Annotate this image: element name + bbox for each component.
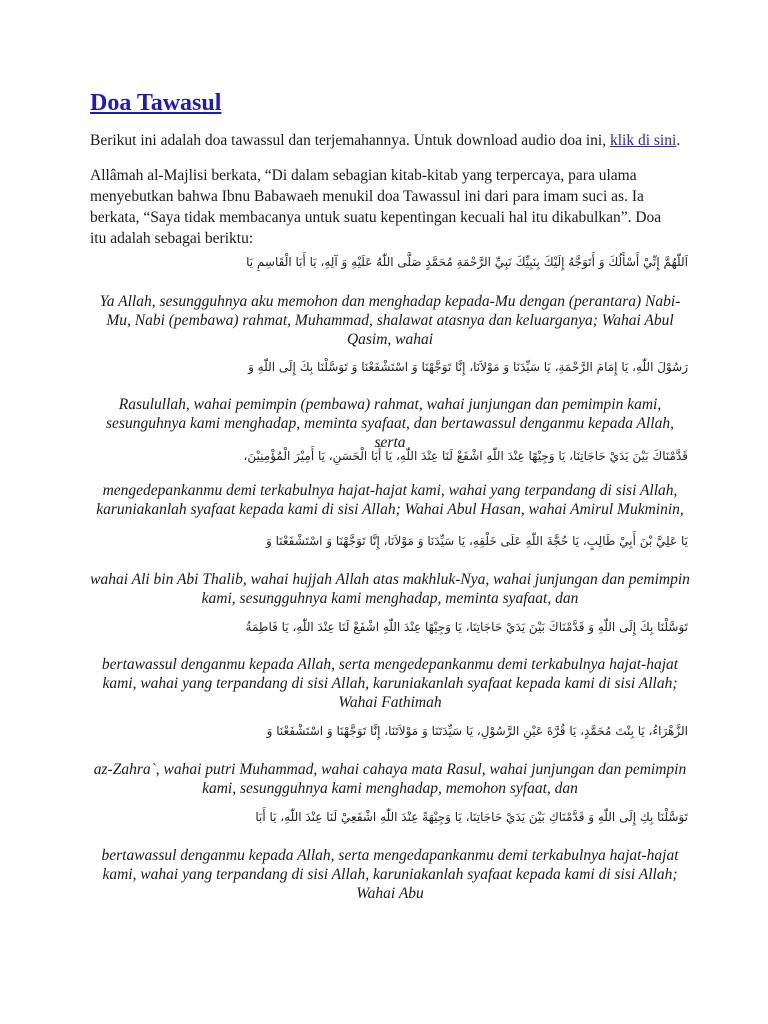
page-title[interactable]: Doa Tawasul xyxy=(90,90,222,116)
arabic-verse-6: الزَّهْرَاءُ، يَا بِنْتَ مُحَمَّدٍ، يَا قُرَّةَ عَيْنِ الرَّسُوْلِ، يَا سَيِّدَتَنَا وَ مَوْلاَتَنَا، إِنَّا تَوَجَّهْنَا وَ اسْتَشْفَعْنَا وَ xyxy=(266,724,688,738)
majlisi-paragraph: Allâmah al-Majlisi berkata, “Di dalam sebagian kitab-kitab yang terpercaya, para ulama menyebutkan bahwa Ibnu Babawaeh menukil doa Tawassul ini dari para imam suci as. Ia berkata, “Saya tidak membacanya untuk suatu kepentingan kecuali hal itu dikabulkan”. Doa itu adalah sebagai beriktu: xyxy=(90,167,662,247)
arabic-verse-2: رَسُوْلَ اللّٰهِ، يَا إِمَامَ الرَّحْمَةِ، يَا سَيِّدَنَا وَ مَوْلاَنَا، إِنَّا تَوَجَّهْنَا وَ اسْتَشْفَعْنَا وَ تَوَسَّلْنَا بِكَ إِلَى اللّٰهِ وَ xyxy=(248,360,688,374)
translation-7: bertawassul denganmu kepada Allah, serta mengedapankanmu demi terkabulnya hajat-hajat kami, wahai yang terpandang di sisi Allah, karuniakanlah syafaat kepada kami di sisi Allah; Wahai Abu xyxy=(101,847,679,902)
translation-2: Rasulullah, wahai pemimpin (pembawa) rahmat, wahai junjungan dan pemimpin kami, sesunguhnya kami menghadap, meminta syafaat, dan bertawassul denganmu kepada Allah, serta xyxy=(106,396,674,451)
arabic-verse-5: تَوَسَّلْنَا بِكَ إِلَى اللّٰهِ وَ قَدَّمْنَاكَ بَيْنَ يَدَيْ حَاجَاتِنَا، يَا وَجِيْهًا عِنْدَ اللّٰهِ اشْفَعْ لَنَا عِنْدَ اللّٰهِ، يَا فَاطِمَةُ xyxy=(245,620,688,634)
arabic-verse-1: اَللّٰهُمَّ إِنِّيْ أَسْأَلُكَ وَ أَتَوَجَّهُ إِلَيْكَ بِنَبِيِّكَ نَبِيِّ الرَّحْمَةِ مُحَمَّدٍ صَلَّى اللّٰهُ عَلَيْهِ وَ آلِهِ، يَا أَبَا الْقَاسِمِ يَا xyxy=(246,255,688,269)
intro-text: Berikut ini adalah doa tawassul dan terjemahannya. Untuk download audio doa ini, xyxy=(90,132,610,149)
intro-paragraph xyxy=(90,130,680,151)
translation-5: bertawassul denganmu kepada Allah, serta mengedepankanmu demi terkabulnya hajat-hajat kami, wahai yang terpandang di sisi Allah, karuniakanlah syafaat kepada kami di sisi Allah; Wahai Fathimah xyxy=(101,656,679,711)
translation-3: mengedepankanmu demi terkabulnya hajat-hajat kami, wahai yang terpandang di sisi Allah, karuniakanlah syafaat kepada kami di sisi Allah; Wahai Abul Hasan, wahai Amirul Mukminin, xyxy=(96,482,684,518)
translation-4: wahai Ali bin Abi Thalib, wahai hujjah Allah atas makhluk-Nya, wahai junjungan dan pemimpin kami, sesungguhnya kami menghadap, meminta syafaat, dan xyxy=(90,571,690,607)
intro-text-end: . xyxy=(676,132,681,149)
download-audio-link[interactable]: klik di sini xyxy=(609,132,677,149)
translation-1: Ya Allah, sesungguhnya aku memohon dan menghadap kepada-Mu dengan (perantara) Nabi-Mu, Nabi (pembawa) rahmat, Muhammad, shalawat atasnya dan keluarganya; Wahai Abul Qasim, wahai xyxy=(99,293,681,348)
arabic-verse-3: قَدَّمْنَاكَ بَيْنَ يَدَيْ حَاجَاتِنَا، يَا وَجِيْهًا عِنْدَ اللّٰهِ اشْفَعْ لَنَا عِنْدَ اللّٰهِ، يَا أَبَا الْحَسَنِ، يَا أَمِيْرَ الْمُؤْمِنِيْنَ، xyxy=(243,449,688,463)
arabic-verse-4: يَا عَلِيَّ بْنَ أَبِيْ طَالِبٍ، يَا حُجَّةَ اللّٰهِ عَلَى خَلْقِهِ، يَا سَيِّدَنَا وَ مَوْلاَنَا، إِنَّا تَوَجَّهْنَا وَ اسْتَشْفَعْنَا وَ xyxy=(266,534,688,548)
translation-6: az-Zahra`, wahai putri Muhammad, wahai cahaya mata Rasul, wahai junjungan dan pemimpin kami, sesungguhnya kami menghadap, memohon syfaat, dan xyxy=(93,761,687,797)
arabic-verse-7: تَوَسَّلْنَا بِكِ إِلَى اللّٰهِ وَ قَدَّمْنَاكِ بَيْنَ يَدَيْ حَاجَاتِنَا، يَا وَجِيْهَةً عِنْدَ اللّٰهِ اشْفَعِيْ لَنَا عِنْدَ اللّٰهِ، يَا أَبَا xyxy=(255,810,688,824)
